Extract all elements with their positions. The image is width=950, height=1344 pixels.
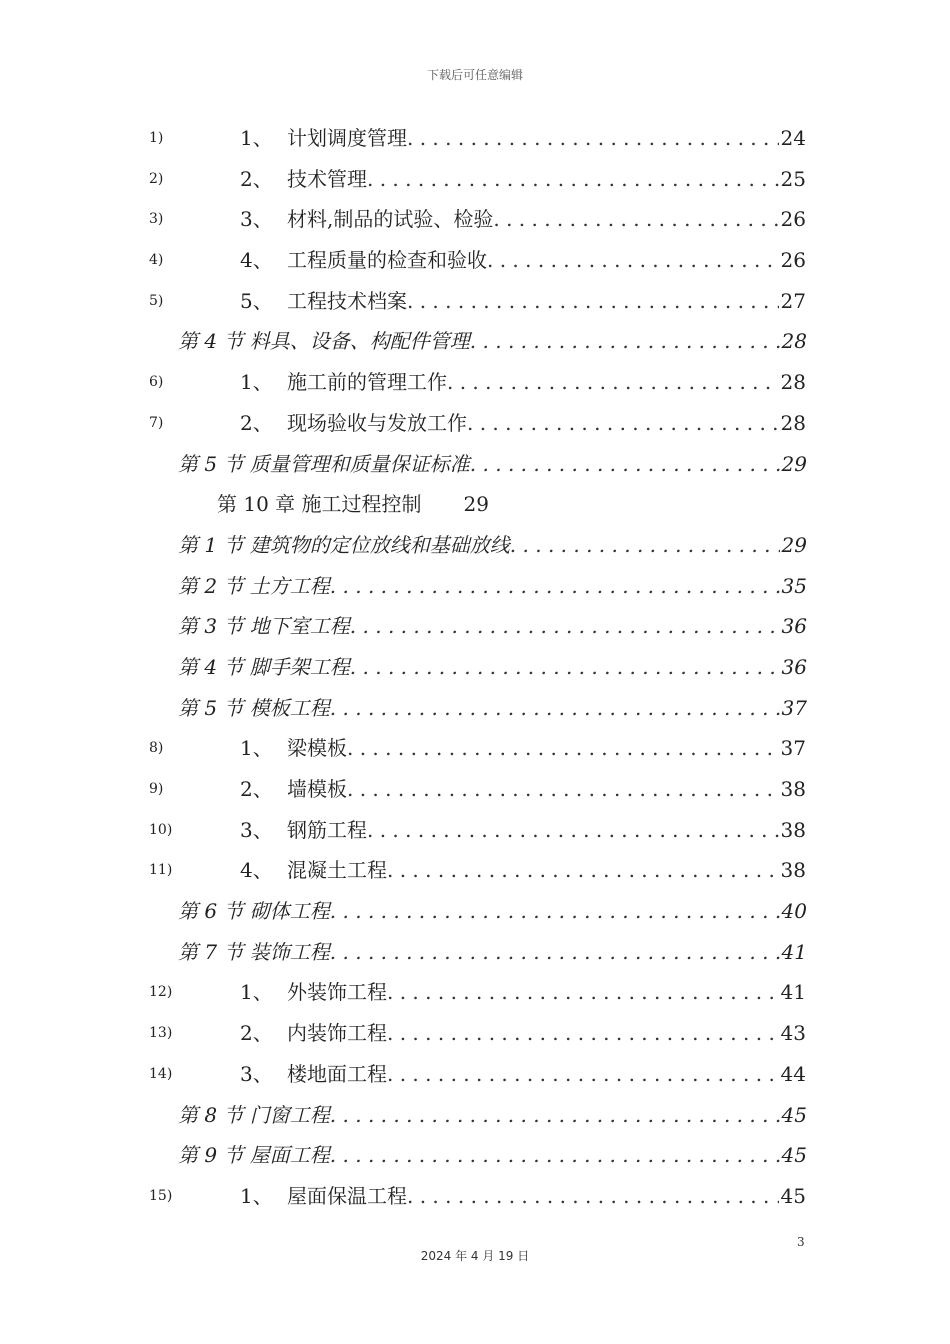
page-header: 下载后可任意编辑 <box>426 68 523 82</box>
toc-page-number: 44 <box>780 1061 806 1086</box>
toc-leader-dots <box>330 696 780 720</box>
toc-list-number: 1) <box>149 130 164 146</box>
toc-row-item <box>0 159 950 200</box>
toc-row-item <box>0 972 950 1013</box>
toc-leader-dots <box>387 858 779 882</box>
toc-page-number: 36 <box>781 614 807 639</box>
toc-entry-link[interactable] <box>240 366 806 395</box>
toc-page-number: 26 <box>780 207 806 232</box>
toc-page-number: 45 <box>780 1183 806 1208</box>
toc-entry-title: 第 4 节 料具、设备、构配件管理 <box>178 329 470 354</box>
toc-page-number: 41 <box>780 980 806 1005</box>
toc-list-number: 2) <box>149 170 164 187</box>
page-footer-date: 2024 年 4 月 19 日 <box>420 1249 530 1263</box>
toc-entry-title: 技术管理 <box>287 166 367 191</box>
toc-entry-link[interactable] <box>178 448 807 477</box>
toc-page-number: 27 <box>780 288 806 313</box>
toc-row-item <box>0 281 950 322</box>
toc-page-number: 28 <box>781 329 807 354</box>
toc-entry-title: 第 8 节 门窗工程 <box>178 1102 330 1127</box>
toc-page-number: 29 <box>781 451 807 476</box>
toc-page-number: 35 <box>781 573 807 598</box>
toc-leader-dots <box>330 940 780 964</box>
toc-list-number: 7) <box>149 414 164 431</box>
toc-leader-dots <box>510 533 780 557</box>
toc-row-section <box>0 566 950 607</box>
toc-list-number: 6) <box>149 374 164 391</box>
toc-page-number: 29 <box>463 492 489 517</box>
toc-entry-link[interactable] <box>178 529 807 558</box>
toc-leader-dots <box>367 818 779 842</box>
toc-row-item <box>0 240 950 281</box>
toc-entry-title: 第 7 节 装饰工程 <box>178 939 330 964</box>
toc-page-number: 26 <box>780 248 806 273</box>
toc-entry-title: 钢筋工程 <box>287 817 367 842</box>
toc-row-section <box>0 444 950 485</box>
toc-entry-title: 墙模板 <box>287 777 347 801</box>
toc-entry-link[interactable] <box>178 1099 807 1128</box>
toc-list-number: 13) <box>149 1025 173 1042</box>
toc-leader-dots <box>407 126 779 150</box>
toc-entry-title: 现场验收与发放工作 <box>287 410 467 435</box>
toc-leader-dots <box>330 899 780 923</box>
toc-entry-link[interactable] <box>240 854 806 883</box>
toc-row-section <box>0 1095 950 1136</box>
toc-entry-link[interactable] <box>240 407 806 436</box>
toc-item-marker: 3、 <box>240 207 273 232</box>
toc-page-number: 40 <box>781 899 807 924</box>
toc-row-item <box>0 728 950 769</box>
toc-row-item <box>0 1054 950 1095</box>
toc-entry-title: 外装饰工程 <box>287 980 387 1005</box>
toc-leader-dots <box>330 1143 780 1167</box>
toc-entry-title: 工程技术档案 <box>287 288 407 313</box>
toc-entry-link[interactable] <box>240 1017 806 1046</box>
toc-list-number: 11) <box>149 862 173 879</box>
toc-row-item <box>0 118 950 159</box>
toc-entry-link[interactable] <box>240 976 806 1005</box>
toc-item-marker: 3、 <box>240 817 273 842</box>
toc-page-number: 37 <box>780 736 806 761</box>
toc-entry-title: 第 3 节 地下室工程 <box>178 614 350 639</box>
toc-item-marker: 2、 <box>240 1021 273 1046</box>
toc-entry-title: 混凝土工程 <box>287 858 387 883</box>
toc-entry-link[interactable] <box>240 1180 806 1209</box>
toc-leader-dots <box>487 248 779 272</box>
toc-page-number: 38 <box>780 817 806 842</box>
page-number: 3 <box>797 1235 805 1249</box>
toc-leader-dots <box>467 411 779 435</box>
toc-chapter[interactable] <box>217 488 489 517</box>
toc-leader-dots <box>330 1103 780 1127</box>
toc-entry-title: 计划调度管理 <box>287 126 407 150</box>
toc-row-item <box>0 810 950 851</box>
toc-leader-dots <box>350 655 780 679</box>
toc-row-item <box>0 769 950 810</box>
toc-list-number: 14) <box>149 1065 173 1082</box>
toc-list-number: 3) <box>149 211 164 228</box>
toc-page-number: 24 <box>780 126 806 150</box>
toc-entry-title: 工程质量的检查和验收 <box>287 248 487 273</box>
toc-list-number: 15) <box>149 1187 173 1204</box>
toc-leader-dots <box>387 1062 779 1086</box>
toc-row-section <box>0 1135 950 1176</box>
toc-entry-link[interactable] <box>178 692 807 721</box>
toc-row-section <box>0 891 950 932</box>
toc-entry-link[interactable] <box>240 244 806 273</box>
toc-page-number: 29 <box>781 532 807 557</box>
toc-row-section <box>0 647 950 688</box>
toc-leader-dots <box>387 980 779 1004</box>
toc-item-marker: 2、 <box>240 410 273 435</box>
toc-leader-dots <box>350 614 780 638</box>
toc-list-number: 9) <box>149 781 164 797</box>
toc-leader-dots <box>407 1184 779 1208</box>
toc-page-number: 25 <box>780 166 806 191</box>
toc-list-number: 5) <box>149 292 164 309</box>
toc-entry-link[interactable] <box>240 1058 806 1087</box>
toc-leader-dots <box>347 777 779 801</box>
toc-row-chapter <box>0 484 950 525</box>
toc-entry-link[interactable] <box>240 732 806 761</box>
table-of-contents <box>0 118 950 1217</box>
toc-chapter-title: 第 10 章 施工过程控制 <box>217 492 422 517</box>
toc-entry-title: 楼地面工程 <box>287 1061 387 1086</box>
toc-item-marker: 1、 <box>240 370 273 395</box>
toc-entry-link[interactable] <box>178 936 807 965</box>
toc-leader-dots <box>470 329 780 353</box>
toc-entry-link[interactable] <box>240 773 806 802</box>
toc-leader-dots <box>470 452 780 476</box>
toc-entry-link[interactable] <box>178 570 807 599</box>
toc-entry-link[interactable] <box>240 122 806 151</box>
toc-entry-link[interactable] <box>240 285 806 314</box>
toc-entry-title: 第 4 节 脚手架工程 <box>178 654 350 679</box>
toc-page-number: 38 <box>780 858 806 883</box>
toc-entry-title: 施工前的管理工作 <box>287 370 447 395</box>
toc-item-marker: 5、 <box>240 288 273 313</box>
toc-entry-link[interactable] <box>240 163 806 192</box>
toc-list-number: 8) <box>149 740 164 757</box>
toc-entry-link[interactable] <box>178 1139 807 1168</box>
toc-page-number: 45 <box>781 1143 807 1168</box>
toc-leader-dots <box>493 207 778 231</box>
toc-page-number: 37 <box>781 695 807 720</box>
toc-row-item <box>0 1176 950 1217</box>
toc-entry-title: 第 5 节 质量管理和质量保证标准 <box>178 451 470 476</box>
toc-row-section <box>0 606 950 647</box>
toc-entry-title: 第 1 节 建筑物的定位放线和基础放线 <box>178 532 510 557</box>
toc-entry-link[interactable] <box>240 814 806 843</box>
toc-row-section <box>0 688 950 729</box>
toc-entry-link[interactable] <box>178 325 807 354</box>
toc-row-item <box>0 199 950 240</box>
toc-entry-link[interactable] <box>178 610 807 639</box>
toc-page-number: 41 <box>781 939 807 964</box>
toc-entry-title: 第 6 节 砌体工程 <box>178 899 330 924</box>
toc-page-number: 43 <box>780 1021 806 1046</box>
toc-row-section <box>0 321 950 362</box>
toc-row-item <box>0 403 950 444</box>
toc-row-item <box>0 850 950 891</box>
toc-item-marker: 3、 <box>240 1061 273 1086</box>
toc-row-section <box>0 932 950 973</box>
toc-leader-dots <box>447 370 779 394</box>
toc-entry-link[interactable] <box>240 203 806 232</box>
toc-item-marker: 4、 <box>240 858 273 883</box>
toc-list-number: 4) <box>149 252 164 269</box>
toc-list-number: 12) <box>149 984 173 1001</box>
toc-list-number: 10) <box>149 821 173 838</box>
toc-row-item <box>0 1013 950 1054</box>
toc-row-item <box>0 362 950 403</box>
toc-leader-dots <box>387 1021 779 1045</box>
toc-entry-title: 第 2 节 土方工程 <box>178 573 330 598</box>
toc-item-marker: 1、 <box>240 736 273 761</box>
toc-entry-title: 梁模板 <box>287 736 347 761</box>
toc-entry-title: 第 9 节 屋面工程 <box>178 1143 330 1168</box>
toc-entry-title: 材料,制品的试验、检验 <box>287 207 494 232</box>
toc-item-marker: 2、 <box>240 166 273 191</box>
toc-entry-link[interactable] <box>178 651 807 680</box>
toc-leader-dots <box>407 289 779 313</box>
toc-item-marker: 1、 <box>240 1183 273 1208</box>
toc-leader-dots <box>330 574 780 598</box>
toc-entry-title: 屋面保温工程 <box>287 1183 407 1208</box>
toc-page-number: 28 <box>780 410 806 435</box>
toc-page-number: 45 <box>781 1102 807 1127</box>
toc-row-section <box>0 525 950 566</box>
toc-page-number: 38 <box>780 777 806 801</box>
toc-entry-title: 内装饰工程 <box>287 1021 387 1046</box>
toc-item-marker: 4、 <box>240 248 273 273</box>
toc-leader-dots <box>367 167 779 191</box>
toc-leader-dots <box>347 736 779 760</box>
toc-entry-link[interactable] <box>178 895 807 924</box>
toc-item-marker: 1、 <box>240 980 273 1005</box>
toc-item-marker: 1、 <box>240 126 273 150</box>
toc-page-number: 36 <box>781 654 807 679</box>
toc-page-number: 28 <box>780 370 806 395</box>
toc-entry-title: 第 5 节 模板工程 <box>178 695 330 720</box>
toc-item-marker: 2、 <box>240 777 273 801</box>
